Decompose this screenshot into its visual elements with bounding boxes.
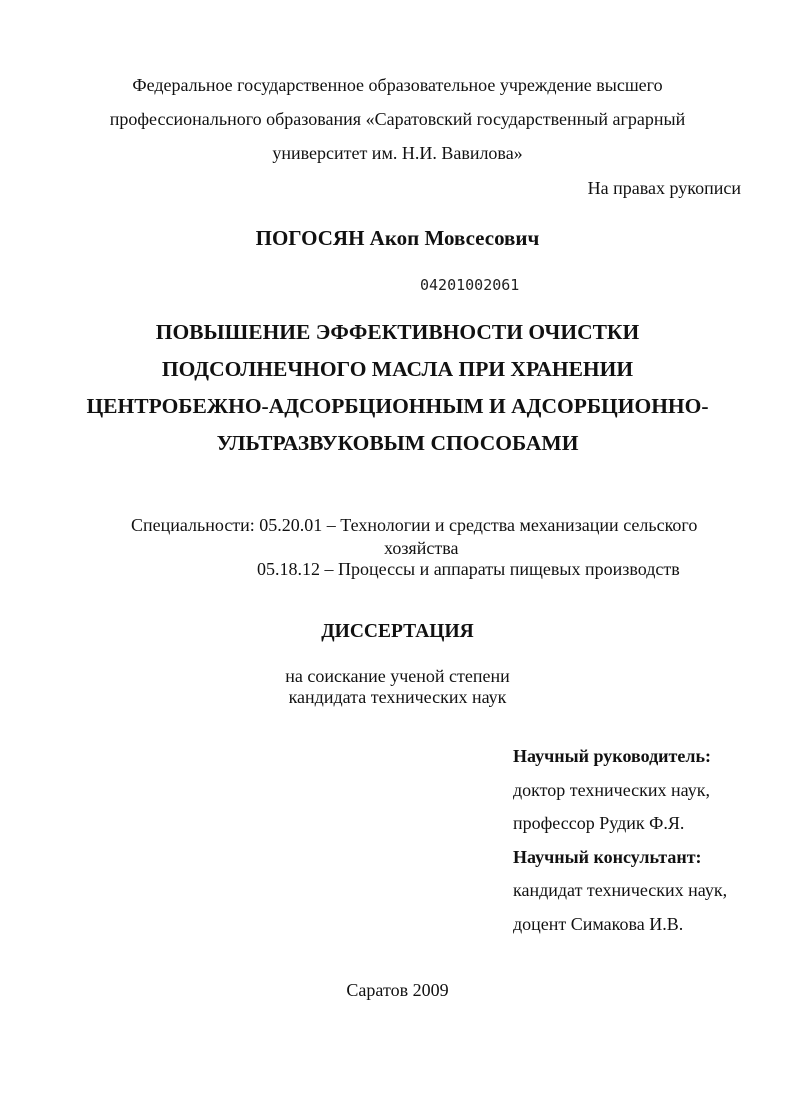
degree-line-1: на соискание ученой степени	[285, 666, 510, 686]
title-line-1: ПОВЫШЕНИЕ ЭФФЕКТИВНОСТИ ОЧИСТКИ	[155, 320, 640, 344]
consultant-degree: кандидат технических наук,	[513, 880, 728, 900]
supervisor-name: профессор Рудик Ф.Я.	[513, 813, 685, 833]
institution-line-3: университет им. Н.И. Вавилова»	[272, 143, 523, 163]
dissertation-title	[0, 314, 795, 462]
supervisor-label: Научный руководитель:	[513, 746, 711, 766]
degree-line-2: кандидата технических наук	[288, 687, 507, 707]
serial-number: 04201002061	[420, 276, 520, 294]
institution-line-1: Федеральное государственное образовательное учреждение высшего	[132, 75, 663, 95]
institution-block	[0, 68, 795, 170]
document-type: ДИССЕРТАЦИЯ	[321, 621, 474, 642]
author-name: ПОГОСЯН Акоп Мовсесович	[255, 226, 540, 250]
title-line-2: ПОДСОЛНЕЧНОГО МАСЛА ПРИ ХРАНЕНИИ	[161, 357, 634, 381]
rights-note: На правах рукописи	[587, 178, 741, 198]
consultant-name: доцент Симакова И.В.	[513, 913, 684, 934]
advisors-block	[513, 740, 727, 941]
consultant-label: Научный консультант:	[513, 846, 702, 867]
title-line-4: УЛЬТРАЗВУКОВЫМ СПОСОБАМИ	[216, 431, 579, 455]
title-line-3: ЦЕНТРОБЕЖНО-АДСОРБЦИОННЫМ И АДСОРБЦИОННО-	[86, 394, 709, 418]
specialty-line-1-continuation: хозяйства	[384, 538, 459, 558]
supervisor-degree: доктор технических наук,	[513, 779, 710, 800]
specialty-line-1: Специальности: 05.20.01 – Технологии и средства механизации сельского	[131, 515, 698, 535]
degree-block	[0, 666, 795, 708]
city-year: Саратов 2009	[346, 980, 449, 1000]
specialty-line-2: 05.18.12 – Процессы и аппараты пищевых производств	[257, 559, 680, 579]
institution-line-2: профессионального образования «Саратовский государственный аграрный	[109, 109, 686, 129]
